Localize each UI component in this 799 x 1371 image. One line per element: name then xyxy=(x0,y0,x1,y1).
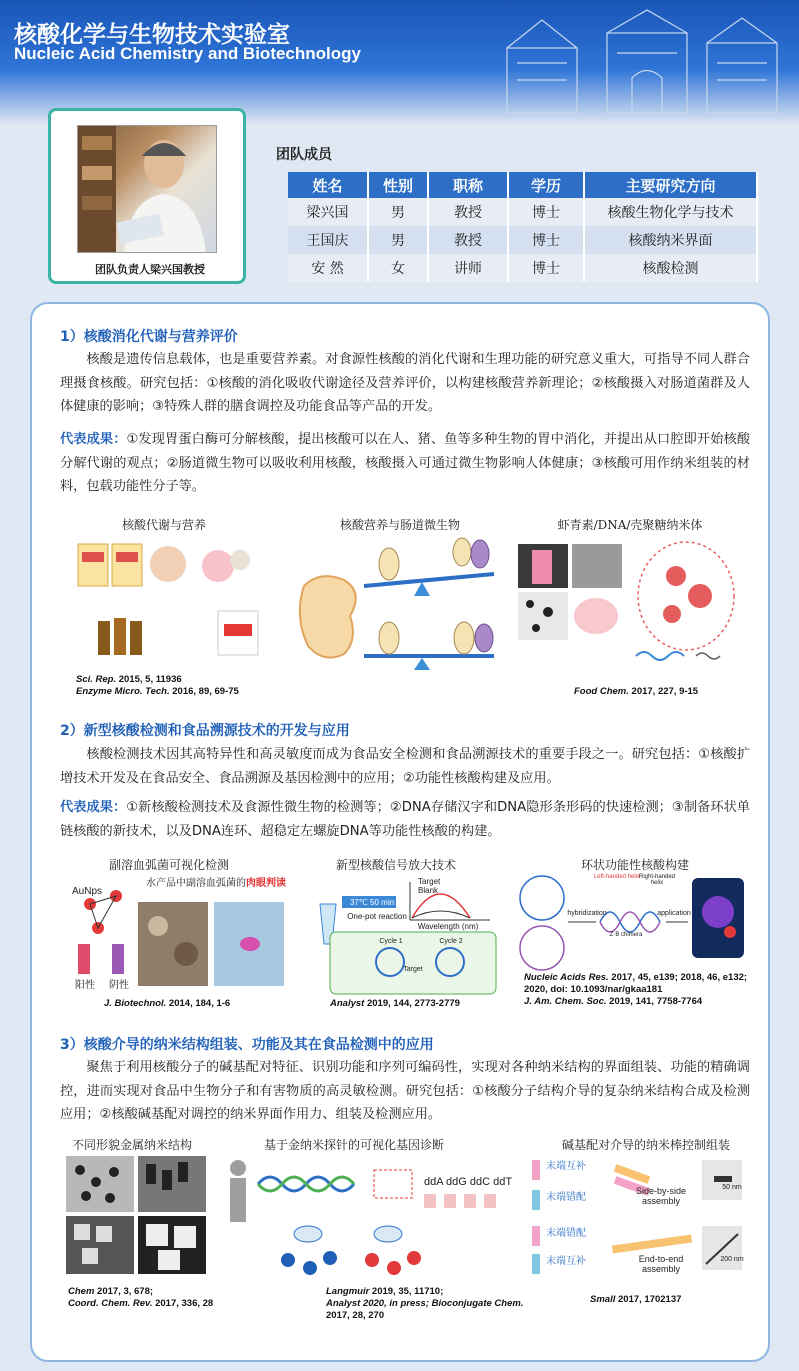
fig-2a-photo-caption: 水产品中副溶血弧菌的肉眼判读 xyxy=(146,878,286,889)
nanoparticle-illustration xyxy=(516,536,746,671)
cell: 安 然 xyxy=(288,254,368,282)
section-2-intro: 核酸检测技术因其高特异性和高灵敏度而成为食品安全检测和食品溯源技术的重要手段之一。研究包括：①核酸扩增技术开发及在食品安全、食品溯源及基因检测中的应用；②功能性核酸构建及应用。 xyxy=(60,747,750,786)
fig-2b-reference: Analyst 2019, 144, 2773-2779 xyxy=(330,998,460,1009)
nutrition-products-illustration xyxy=(68,536,288,671)
fig-1a-title: 核酸代谢与营养 xyxy=(121,518,206,532)
fig-2a-title: 副溶血弧菌可视化检测 xyxy=(108,858,229,872)
leader-card xyxy=(48,108,246,284)
left-helix-label: Left-handed helix xyxy=(593,874,641,880)
team-label: 团队成员 xyxy=(276,147,332,163)
hybridization-label: hybridization xyxy=(567,910,607,917)
application-label: application xyxy=(657,910,691,917)
cycle-2-label: Cycle 2 xyxy=(439,938,463,945)
fig-2c-title: 环状功能性核酸构建 xyxy=(580,858,689,872)
col-degree: 学历 xyxy=(508,172,584,198)
results-text: ①发现胃蛋白酶可分解核酸，提出核酸可以在人、猪、鱼等多种生物的胃中消化，并提出从口腔即开始核酸分解代谢的观点；②肠道微生物可以吸收利用核酸，核酸摄入可通过微生物影响人体健康；③核酸可用作纳米组装的材料，包载功能性分子等。 xyxy=(60,432,751,494)
section-3-title: 3）核酸介导的纳米结构组装、功能及其在食品检测中的应用 xyxy=(60,1037,434,1053)
research-panel xyxy=(30,302,770,1362)
cell: 博士 xyxy=(508,198,584,226)
cell: 讲师 xyxy=(428,254,508,282)
cell: 核酸检测 xyxy=(584,254,757,282)
fig-1a-reference: Sci. Rep. 2015, 5, 11936 Enzyme Micro. Tech. 2016, 89, 69-75 xyxy=(76,674,239,697)
results-lead: 代表成果： xyxy=(60,800,127,815)
chimera-label: Z·B chimera xyxy=(609,932,643,938)
temp-label: 37℃ 50 min xyxy=(349,898,395,907)
tem-nanostructures-images xyxy=(66,1156,206,1274)
lab-title-zh: 核酸化学与生物技术实验室 xyxy=(14,22,290,48)
leader-caption: 团队负责人梁兴国教授 xyxy=(95,263,205,276)
wavelength-label: Wavelength (nm) xyxy=(417,922,479,931)
col-title: 职称 xyxy=(428,172,508,198)
table-row xyxy=(288,254,757,282)
dideoxy-labels: ddA ddG ddC ddT xyxy=(424,1176,513,1188)
scale-bar-200nm: 200 nm xyxy=(720,1256,744,1263)
fig-3c-title: 碱基配对介导的纳米棒控制组装 xyxy=(561,1138,730,1152)
team-overview xyxy=(0,100,799,295)
fig-3b-reference: Langmuir 2019, 35, 11710; Analyst 2020, in press; Bioconjugate Chem. 2017, 28, 270 xyxy=(326,1286,524,1321)
table-row xyxy=(288,226,757,254)
blank-legend: Blank xyxy=(418,886,439,895)
person-photo-icon xyxy=(77,125,217,253)
col-research: 主要研究方向 xyxy=(584,172,757,198)
right-helix-label: Right-handed helix xyxy=(638,874,676,886)
results-lead: 代表成果： xyxy=(60,432,127,447)
section-2-title: 2）新型核酸检测和食品溯源技术的开发与应用 xyxy=(60,723,350,739)
one-pot-label: One-pot reaction xyxy=(347,912,407,921)
positive-label: 阳性 xyxy=(75,980,95,991)
section-2-results xyxy=(60,796,750,843)
results-text: ①新核酸检测技术及食源性微生物的检测等；②DNA存储汉字和DNA隐形条形码的快速检测；③制备环状单链核酸的新技术，以及DNA连环、超稳定左螺旋DNA等功能性核酸的构建。 xyxy=(60,800,751,839)
team-table xyxy=(288,172,758,282)
fig-3b-title: 基于金纳米探针的可视化基因诊断 xyxy=(263,1138,444,1152)
lab-title-en: Nucleic Acid Chemistry and Biotechnology xyxy=(14,44,361,63)
circular-nucleic-acid-illustration xyxy=(516,872,746,972)
target-label: Target xyxy=(403,966,423,973)
cell: 男 xyxy=(368,226,428,254)
fig-2c-reference: Nucleic Acids Res. 2017, 45, e139; 2018, 46, e132; 2020, doi: 10.1093/nar/gkaa181 J. Am. Chem. Soc. 2019, 141, 7758-7764 xyxy=(524,972,748,1007)
end-complement-label-2: 末端互补 xyxy=(546,1256,586,1267)
col-gender: 性别 xyxy=(368,172,428,198)
section-1-results xyxy=(60,428,750,499)
side-by-side-label: Side-by-side assembly xyxy=(635,1186,687,1206)
aunps-label: AuNps xyxy=(72,886,103,897)
fig-3a-title: 不同形貌金属纳米结构 xyxy=(71,1138,192,1152)
gut-microbe-seesaw-illustration xyxy=(294,536,514,671)
fig-2b-title: 新型核酸信号放大技术 xyxy=(335,858,456,872)
cell: 梁兴国 xyxy=(288,198,368,226)
end-to-end-label: End-to-end assembly xyxy=(638,1254,684,1274)
table-row xyxy=(288,198,757,226)
cell: 教授 xyxy=(428,198,508,226)
col-name: 姓名 xyxy=(288,172,368,198)
fig-3a-reference: Chem 2017, 3, 678; Coord. Chem. Rev. 2017, 336, 28 xyxy=(68,1286,214,1309)
gold-probe-diagnosis-illustration xyxy=(218,1154,508,1279)
cell: 教授 xyxy=(428,226,508,254)
target-legend: Target xyxy=(418,877,441,886)
end-complement-label-1: 末端互补 xyxy=(546,1161,586,1172)
section-1-intro: 核酸是遗传信息载体，也是重要营养素。对食源性核酸的消化代谢和生理功能的研究意义重大，可指导不同人群合理摄食核酸。研究包括：①核酸的消化吸收代谢途径及营养评价，以构建核酸营养新理论；②核酸摄入对肠道菌群及人体健康的影响；③特殊人群的膳食调控及功能食品等产品的开发。 xyxy=(60,352,750,414)
fig-1b-title: 核酸营养与肠道微生物 xyxy=(339,518,460,532)
cell: 博士 xyxy=(508,226,584,254)
fig-1c-reference: Food Chem. 2017, 227, 9-15 xyxy=(574,686,699,697)
section-1-title: 1）核酸消化代谢与营养评价 xyxy=(60,329,238,345)
cell: 王国庆 xyxy=(288,226,368,254)
fig-2a-reference: J. Biotechnol. 2014, 184, 1-6 xyxy=(104,998,231,1009)
fig-1c-title: 虾青素/DNA/壳聚糖纳米体 xyxy=(557,518,703,532)
cell: 男 xyxy=(368,198,428,226)
cell: 核酸生物化学与技术 xyxy=(584,198,757,226)
section-3-intro: 聚焦于利用核酸分子的碱基配对特征、识别功能和序列可编码性，实现对各种纳米结构的界面组装、功能的精确调控，进而实现对食品中生物分子和有害物质的高灵敏检测。研究包括：①核酸分子结构介导的复杂纳米结构合成及检测应用；②核酸碱基配对调控的纳米界面作用力、组装及检测应用。 xyxy=(60,1060,750,1122)
cell: 女 xyxy=(368,254,428,282)
end-mismatch-label-1: 末端错配 xyxy=(546,1192,586,1203)
table-header-row xyxy=(288,172,757,198)
cell: 博士 xyxy=(508,254,584,282)
signal-amplification-illustration xyxy=(300,874,500,996)
scale-bar-50nm: 50 nm xyxy=(722,1184,742,1191)
fig-3c-reference: Small 2017, 1702137 xyxy=(590,1294,682,1305)
cycle-1-label: Cycle 1 xyxy=(379,938,403,945)
negative-label: 阴性 xyxy=(109,980,129,991)
cell: 核酸纳米界面 xyxy=(584,226,757,254)
end-mismatch-label-2: 末端错配 xyxy=(546,1228,586,1239)
